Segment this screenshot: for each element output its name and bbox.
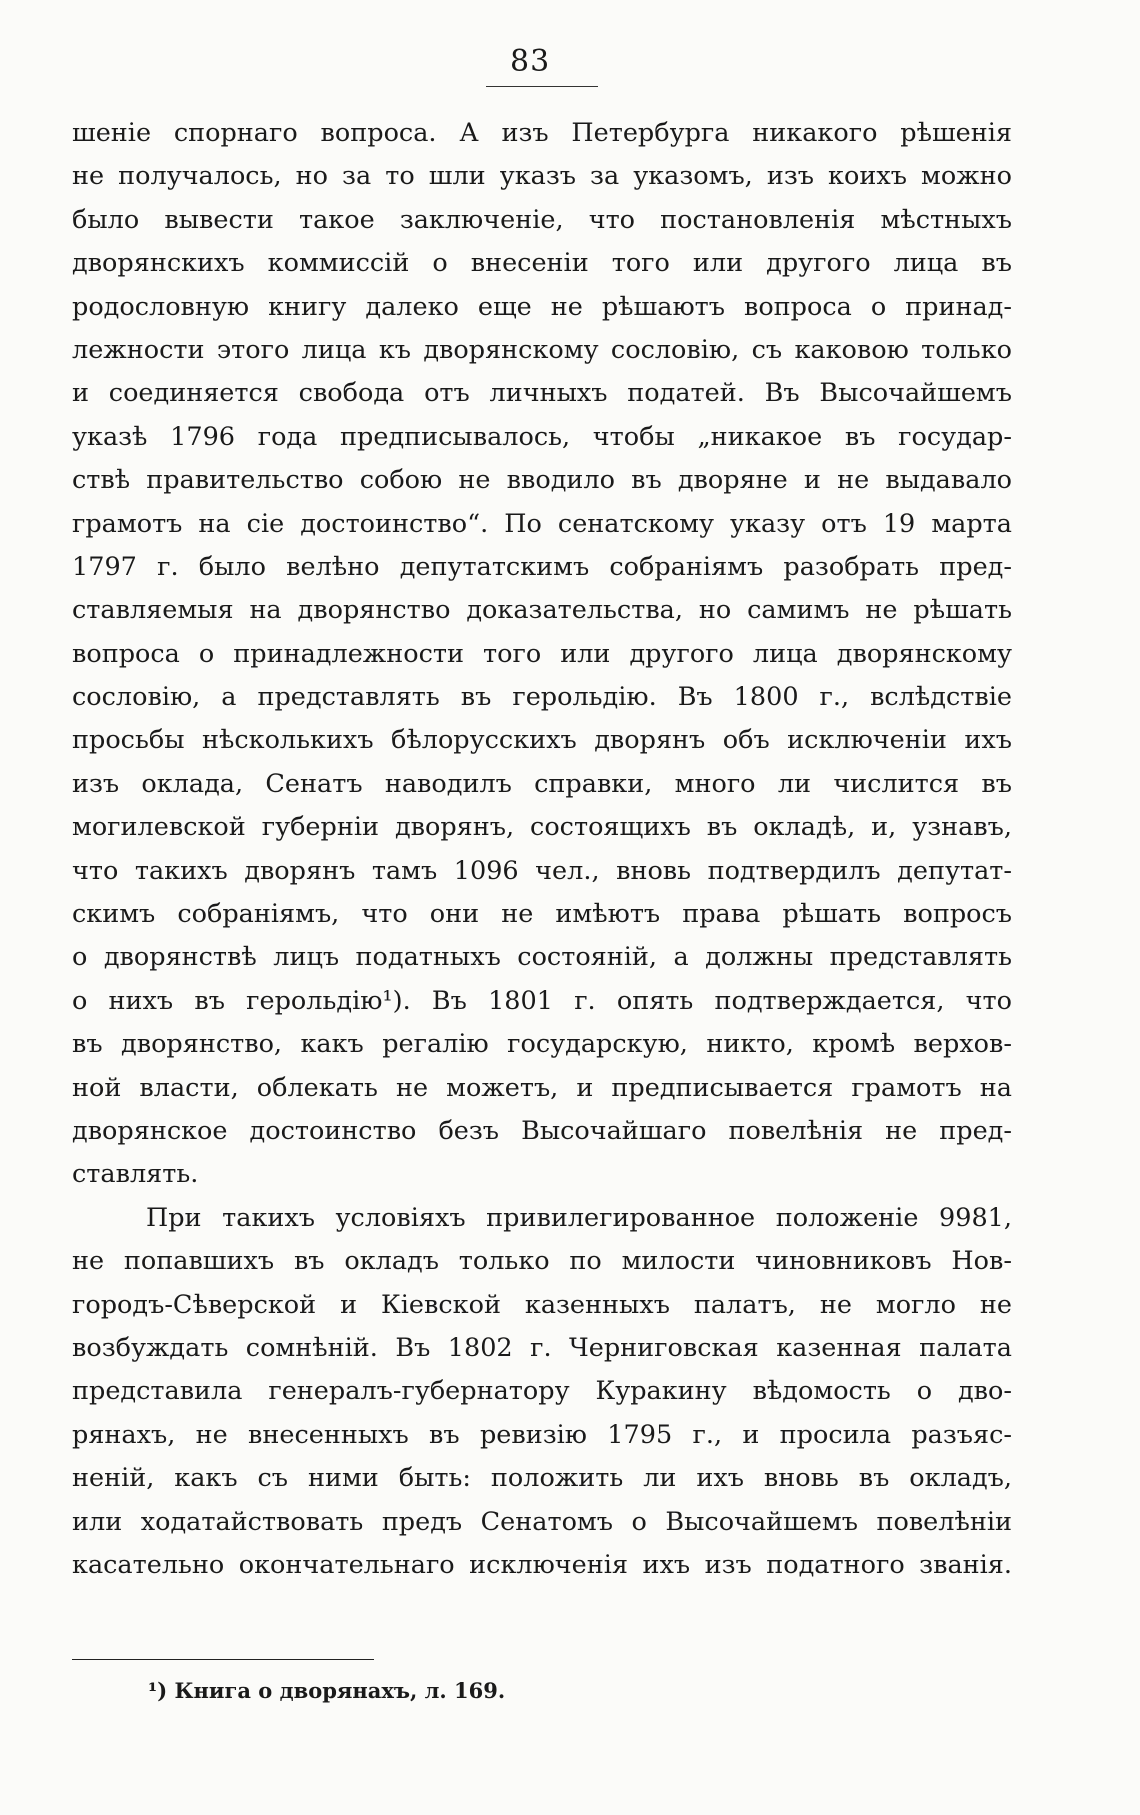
text-line: сословію, а представлять въ герольдію. Въ 1800 г., вслѣдствіе (72, 682, 1012, 713)
text-line: просьбы нѣсколькихъ бѣлорусскихъ дворянъ объ исключеніи ихъ (72, 725, 1012, 756)
text-line: дворянскихъ коммиссій о внесеніи того или другого лица въ (72, 248, 1012, 279)
text-line: ставлять. (72, 1159, 199, 1190)
header-rule (486, 86, 598, 87)
text-line: касательно окончательнаго исключенія ихъ изъ податного званія. (72, 1549, 1012, 1580)
text-line: лежности этого лица къ дворянскому сословію, съ каковою только (72, 334, 1012, 365)
text-line: 1797 г. было велѣно депутатскимъ собраніямъ разобрать пред- (72, 551, 1012, 582)
footnote-marker: ¹) (148, 1678, 168, 1703)
text-line: скимъ собраніямъ, что они не имѣютъ права рѣшать вопросъ (72, 899, 1012, 930)
text-line: не получалось, но за то шли указъ за указомъ, изъ коихъ можно (72, 161, 1012, 192)
text-line: ной власти, облекать не можетъ, и предписывается грамотъ на (72, 1072, 1012, 1103)
body-text (72, 112, 1012, 1587)
footnote-text: Книга о дворянахъ, л. 169. (174, 1678, 506, 1703)
text-line: могилевской губерніи дворянъ, состоящихъ въ окладѣ, и, узнавъ, (72, 812, 1012, 843)
text-line: При такихъ условіяхъ привилегированное положеніе 9981, (146, 1202, 1012, 1233)
text-line: вопроса о принадлежности того или другого лица дворянскому (72, 638, 1012, 669)
text-line: изъ оклада, Сенатъ наводилъ справки, много ли числится въ (72, 768, 1012, 799)
text-line: возбуждать сомнѣній. Въ 1802 г. Черниговская казенная палата (72, 1332, 1012, 1363)
text-line: или ходатайствовать предъ Сенатомъ о Высочайшемъ повелѣніи (72, 1506, 1012, 1537)
text-line: городъ-Сѣверской и Кіевской казенныхъ палатъ, не могло не (72, 1289, 1012, 1320)
footnote (148, 1678, 505, 1703)
text-line: шеніе спорнаго вопроса. А изъ Петербурга никакого рѣшенія (72, 118, 1012, 148)
page-number: 83 (510, 44, 551, 79)
text-line: грамотъ на сіе достоинство“. По сенатскому указу отъ 19 марта (72, 508, 1012, 539)
text-line: не попавшихъ въ окладъ только по милости чиновниковъ Нов- (72, 1246, 1012, 1277)
text-line: что такихъ дворянъ тамъ 1096 чел., вновь подтвердилъ депутат- (72, 855, 1012, 886)
text-line: въ дворянство, какъ регалію государскую, никто, кромѣ верхов- (72, 1029, 1012, 1060)
text-line: ствѣ правительство собою не вводило въ дворяне и не выдавало (72, 465, 1012, 496)
text-line: рянахъ, не внесенныхъ въ ревизію 1795 г., и просила разъяс- (72, 1419, 1012, 1450)
text-line: было вывести такое заключеніе, что постановленія мѣстныхъ (72, 204, 1012, 235)
text-line: родословную книгу далеко еще не рѣшаютъ вопроса о принад- (72, 291, 1012, 322)
text-line: дворянское достоинство безъ Высочайшаго повелѣнія не пред- (72, 1115, 1012, 1146)
text-line: и соединяется свобода отъ личныхъ податей. Въ Высочайшемъ (72, 378, 1012, 409)
text-line: представила генералъ-губернатору Куракину вѣдомость о дво- (72, 1376, 1012, 1407)
footnote-rule (72, 1659, 374, 1660)
text-line: ставляемыя на дворянство доказательства, но самимъ не рѣшать (72, 595, 1012, 626)
text-line: указѣ 1796 года предписывалось, чтобы „никакое въ государ- (72, 421, 1012, 452)
text-line: о нихъ въ герольдію¹). Въ 1801 г. опять подтверждается, что (72, 985, 1012, 1016)
text-line: неній, какъ съ ними быть: положить ли ихъ вновь въ окладъ, (72, 1463, 1012, 1494)
text-line: о дворянствѣ лицъ податныхъ состояній, а должны представлять (72, 942, 1012, 973)
